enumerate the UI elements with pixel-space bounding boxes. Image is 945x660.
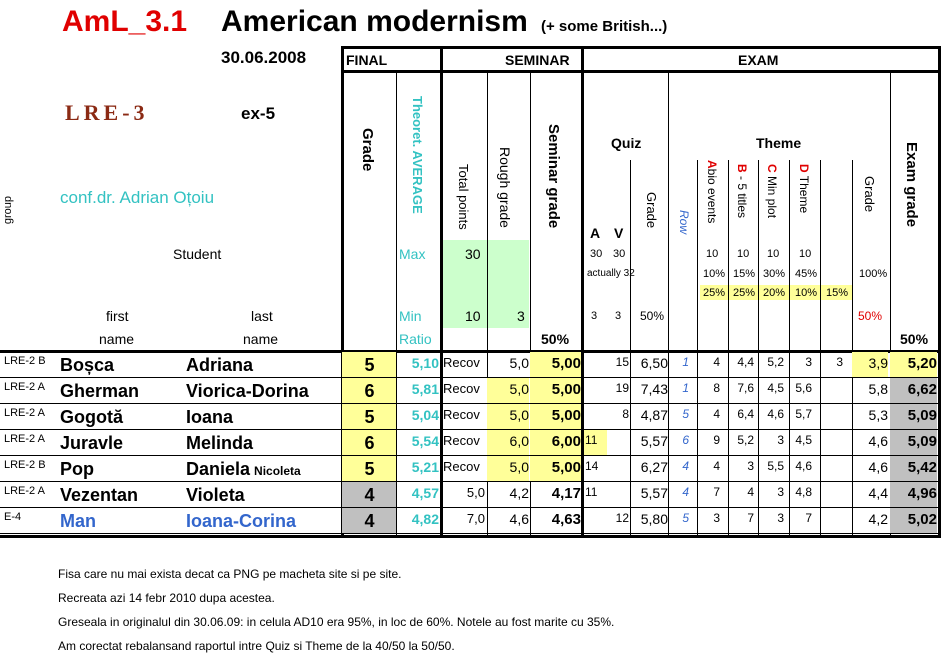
cell-ta[interactable]: 4	[713, 459, 720, 473]
cell-td[interactable]: 5,7	[795, 407, 812, 421]
cell-group[interactable]: LRE-2 A	[4, 433, 45, 445]
cell-tgrade[interactable]: 5,3	[868, 407, 888, 423]
cell-last[interactable]: Violeta	[186, 485, 245, 505]
cell-ta[interactable]: 3	[713, 511, 720, 525]
cell-qgrade[interactable]: 6,50	[640, 355, 668, 371]
seminar-grade-column-header: Seminar grade	[545, 124, 562, 229]
last-label: last	[251, 308, 273, 324]
cell-total[interactable]: 7,0	[466, 511, 485, 526]
note-1: Fisa care nu mai exista decat ca PNG pe macheta site si pe site.	[58, 567, 402, 581]
cell-tc[interactable]: 3	[777, 433, 784, 447]
cell-recov[interactable]: Recov	[443, 381, 480, 396]
cell-tgrade[interactable]: 4,2	[868, 511, 888, 527]
cell-tc[interactable]: 4,5	[767, 381, 784, 395]
theme-c-column-header	[765, 164, 779, 218]
cell-avg[interactable]: 5,04	[411, 407, 439, 423]
cell-td[interactable]: 5,6	[795, 381, 812, 395]
note-4: Am corectat rebalansand raportul intre Quiz si Theme de la 40/50 la 50/50.	[58, 639, 455, 653]
cell-tb[interactable]: 6,4	[737, 407, 754, 421]
theme-column-header: Theme	[756, 135, 802, 151]
cell-exam[interactable]: 5,09	[907, 407, 937, 424]
cell-avg[interactable]: 4,57	[411, 485, 439, 501]
quiz-column-header: Quiz	[611, 135, 642, 151]
cell-row[interactable]: 6	[682, 433, 689, 447]
cell-row[interactable]: 5	[682, 511, 689, 525]
theme-a-max: 10	[706, 248, 719, 260]
theme-grade-pct: 100%	[859, 268, 888, 280]
min-rough-value: 3	[517, 308, 525, 324]
theme-d-column-header	[797, 164, 811, 213]
cell-sem[interactable]: 4,63	[551, 511, 581, 528]
cell-tb[interactable]: 3	[747, 459, 754, 473]
cell-exam[interactable]: 5,42	[907, 459, 937, 476]
cell-grade[interactable]: 4	[364, 485, 375, 505]
cell-sem[interactable]: 5,00	[551, 355, 581, 372]
quiz-v-max: 30	[613, 248, 626, 260]
cell-row[interactable]: 4	[682, 459, 689, 473]
theme-c-letter: C	[765, 164, 779, 173]
cell-qgrade[interactable]: 6,27	[640, 459, 668, 475]
sheet-title: American modernism	[221, 5, 528, 38]
cell-td[interactable]: 4,6	[795, 459, 812, 473]
cell-rough[interactable]: 5,0	[509, 355, 529, 371]
note-2: Recreata azi 14 febr 2010 dupa acestea.	[58, 591, 275, 605]
cell-sem[interactable]: 6,00	[551, 433, 581, 450]
rough-grade-column-header: Rough grade	[497, 147, 513, 228]
theme-c-weight: 10%	[795, 287, 818, 299]
cell-tc[interactable]: 5,5	[767, 459, 784, 473]
theme-a-letter: A	[705, 160, 719, 169]
grade-column-header: Grade	[359, 128, 376, 172]
cell-first[interactable]: Vezentan	[60, 485, 139, 505]
teacher-name: conf.dr. Adrian Oțoiu	[60, 188, 215, 207]
theme-d-label: Theme	[797, 172, 811, 214]
cell-a[interactable]: 11	[585, 433, 598, 447]
cell-last[interactable]: Daniela Nicoleta	[186, 459, 301, 479]
cell-a[interactable]: 11	[585, 485, 598, 499]
cell-first[interactable]: Gogotă	[60, 407, 123, 427]
cell-sem[interactable]: 5,00	[551, 381, 581, 398]
cell-exam[interactable]: 5,09	[907, 433, 937, 450]
exam-grade-column-header: Exam grade	[903, 142, 920, 228]
cell-v[interactable]: 8	[622, 407, 629, 421]
quiz-grade-column-header: Grade	[644, 192, 659, 229]
theme-a-weight: 25%	[733, 287, 756, 299]
cell-qgrade[interactable]: 5,80	[640, 511, 668, 527]
cell-grade[interactable]: 5	[364, 459, 375, 479]
cell-row[interactable]: 4	[682, 485, 689, 499]
cell-first[interactable]: Gherman	[60, 381, 140, 401]
cell-grade[interactable]: 6	[364, 433, 375, 453]
theme-b-weight: 20%	[763, 287, 786, 299]
cell-first[interactable]: Man	[60, 511, 96, 531]
cell-tgrade[interactable]: 3,9	[868, 355, 888, 371]
cell-last[interactable]: Ioana	[186, 407, 234, 427]
cell-sem[interactable]: 4,17	[551, 485, 581, 502]
theme-a-label: bio events	[705, 168, 719, 224]
sheet-date: 30.06.2008	[221, 48, 307, 67]
cell-last-extra: Nicoleta	[254, 464, 301, 478]
quiz-v-header: V	[614, 225, 624, 241]
cell-first[interactable]: Pop	[60, 459, 94, 479]
actually-note: actually 32	[587, 268, 635, 279]
cell-tb[interactable]: 5,2	[737, 433, 754, 447]
cell-td[interactable]: 4,8	[795, 485, 812, 499]
ratio-label: Ratio	[399, 331, 432, 347]
theoret-average-column-header: Theoret. AVERAGE	[410, 96, 425, 214]
cell-rough[interactable]: 5,0	[509, 381, 529, 397]
theme-b-max: 10	[737, 248, 750, 260]
exam-ratio: 50%	[900, 331, 929, 347]
note-3: Greseala in originalul din 30.06.09: in celula AD10 era 95%, in loc de 60%. Notele au fost marite cu 35%.	[58, 615, 615, 629]
row-weight: 25%	[703, 287, 726, 299]
theme-a-pct: 10%	[703, 268, 726, 280]
final-section-title: FINAL	[346, 52, 388, 68]
max-total-cell-fill	[443, 240, 529, 302]
cell-tc[interactable]: 3	[777, 485, 784, 499]
name-label-first: name	[99, 331, 135, 347]
theme-a-column-header	[705, 160, 719, 223]
cell-tgrade[interactable]: 4,6	[868, 459, 888, 475]
cell-qgrade[interactable]: 7,43	[640, 381, 668, 397]
quiz-a-min: 3	[591, 310, 598, 322]
cell-qgrade[interactable]: 4,87	[640, 407, 668, 423]
cell-recov[interactable]: Recov	[443, 355, 480, 370]
cell-recov[interactable]: Recov	[443, 433, 480, 448]
cell-last[interactable]: Adriana	[186, 355, 254, 375]
theme-d-max: 10	[799, 248, 812, 260]
cell-td[interactable]: 7	[805, 511, 812, 525]
cell-ta[interactable]: 4	[713, 407, 720, 421]
theme-ratio: 50%	[858, 309, 883, 323]
cell-group[interactable]: LRE-2 A	[4, 407, 45, 419]
cell-tc[interactable]: 4,6	[767, 407, 784, 421]
cell-avg[interactable]: 5,21	[411, 459, 439, 475]
quiz-a-header: A	[590, 225, 601, 241]
cell-qgrade[interactable]: 5,57	[640, 433, 668, 449]
cell-recov[interactable]: Recov	[443, 459, 480, 474]
cell-tgrade[interactable]: 4,6	[868, 433, 888, 449]
cell-row[interactable]: 1	[682, 381, 689, 395]
cell-v[interactable]: 15	[615, 355, 629, 369]
theme-d-pct: 45%	[795, 268, 818, 280]
cell-v[interactable]: 19	[615, 381, 629, 395]
cell-qgrade[interactable]: 5,57	[640, 485, 668, 501]
cell-ta[interactable]: 9	[713, 433, 720, 447]
cell-tc[interactable]: 3	[777, 511, 784, 525]
name-label-last: name	[243, 331, 279, 347]
min-total-value: 10	[465, 308, 481, 324]
quiz-v-min: 3	[615, 310, 622, 322]
cell-tb[interactable]: 4	[747, 485, 754, 499]
cell-recov[interactable]: Recov	[443, 407, 480, 422]
cell-td[interactable]: 3	[805, 355, 812, 369]
cell-exam[interactable]: 4,96	[907, 485, 937, 502]
cell-tb[interactable]: 7	[747, 511, 754, 525]
cell-tgrade[interactable]: 4,4	[868, 485, 888, 501]
seminar-ratio: 50%	[541, 331, 570, 347]
cell-first[interactable]: Boșca	[60, 355, 115, 375]
cell-grade[interactable]: 4	[364, 511, 375, 531]
max-total-value: 30	[465, 246, 481, 262]
quiz-ratio: 50%	[640, 309, 665, 323]
cell-first[interactable]: Juravle	[60, 433, 124, 453]
cell-row[interactable]: 1	[682, 355, 689, 369]
cell-total[interactable]: 5,0	[466, 485, 485, 500]
cell-avg[interactable]: 5,81	[411, 381, 439, 397]
theme-c-pct: 30%	[763, 268, 786, 280]
exam-section-title: EXAM	[738, 52, 779, 68]
cell-group[interactable]: LRE-2 A	[4, 381, 45, 393]
cell-avg[interactable]: 4,82	[411, 511, 439, 527]
cell-tgrade[interactable]: 5,8	[868, 381, 888, 397]
group-code: LRE-3	[65, 100, 149, 125]
cell-last[interactable]: Ioana-Corina	[186, 511, 297, 531]
theme-b-pct: 15%	[733, 268, 756, 280]
max-label: Max	[399, 246, 426, 262]
cell-group[interactable]: LRE-2 B	[4, 459, 46, 471]
theme-b-column-header	[735, 164, 749, 218]
student-label: Student	[173, 246, 222, 262]
cell-last[interactable]: Melinda	[186, 433, 254, 453]
cell-tc[interactable]: 5,2	[767, 355, 784, 369]
cell-rough[interactable]: 5,0	[509, 407, 529, 423]
cell-v[interactable]: 12	[615, 511, 629, 525]
seminar-section-title: SEMINAR	[505, 52, 570, 68]
cell-rough[interactable]: 6,0	[509, 433, 529, 449]
theme-c-max: 10	[767, 248, 780, 260]
cell-rough[interactable]: 4,6	[509, 511, 529, 527]
cell-rough[interactable]: 5,0	[509, 459, 529, 475]
cell-tb[interactable]: 4,4	[737, 355, 754, 369]
cell-last[interactable]: Viorica-Dorina	[186, 381, 309, 401]
sheet-subtitle: (+ some British...)	[541, 18, 668, 35]
cell-group[interactable]: E-4	[4, 511, 22, 523]
cell-grade[interactable]: 5	[364, 407, 375, 427]
theme-d-weight: 15%	[826, 287, 849, 299]
theme-d-letter: D	[797, 164, 811, 173]
cell-grade[interactable]: 5	[364, 355, 375, 375]
cell-a[interactable]: 14	[585, 459, 599, 473]
sheet-code: AmL_3.1	[62, 5, 188, 38]
exercise-label: ex-5	[241, 104, 276, 123]
theme-c-label: Min plot	[765, 172, 779, 219]
theme-grade-column-header: Grade	[862, 176, 877, 213]
cell-td[interactable]: 4,5	[795, 433, 812, 447]
cell-ta[interactable]: 4	[713, 355, 720, 369]
min-label: Min	[399, 308, 422, 324]
cell-rough[interactable]: 4,2	[509, 485, 529, 501]
quiz-a-max: 30	[590, 248, 603, 260]
cell-avg[interactable]: 5,10	[411, 355, 439, 371]
cell-group[interactable]: LRE-2 B	[4, 355, 46, 367]
group-column-header: group	[2, 196, 14, 225]
cell-sem[interactable]: 5,00	[551, 459, 581, 476]
cell-te[interactable]: 3	[836, 355, 843, 369]
cell-avg[interactable]: 5,54	[411, 433, 439, 449]
cell-ta[interactable]: 7	[713, 485, 720, 499]
row-column-header: Row	[677, 210, 691, 235]
theme-b-label: - 5 titles	[735, 172, 749, 219]
cell-sem[interactable]: 5,00	[551, 407, 581, 424]
total-points-column-header: Total points	[456, 164, 471, 230]
cell-row[interactable]: 5	[682, 407, 689, 421]
cell-group[interactable]: LRE-2 A	[4, 485, 45, 497]
cell-exam[interactable]: 6,62	[907, 381, 937, 398]
cell-exam[interactable]: 5,20	[907, 355, 937, 372]
cell-exam[interactable]: 5,02	[907, 511, 937, 528]
theme-b-letter: B	[735, 164, 749, 173]
cell-ta[interactable]: 8	[713, 381, 720, 395]
first-label: first	[106, 308, 129, 324]
cell-tb[interactable]: 7,6	[737, 381, 754, 395]
cell-grade[interactable]: 6	[364, 381, 375, 401]
